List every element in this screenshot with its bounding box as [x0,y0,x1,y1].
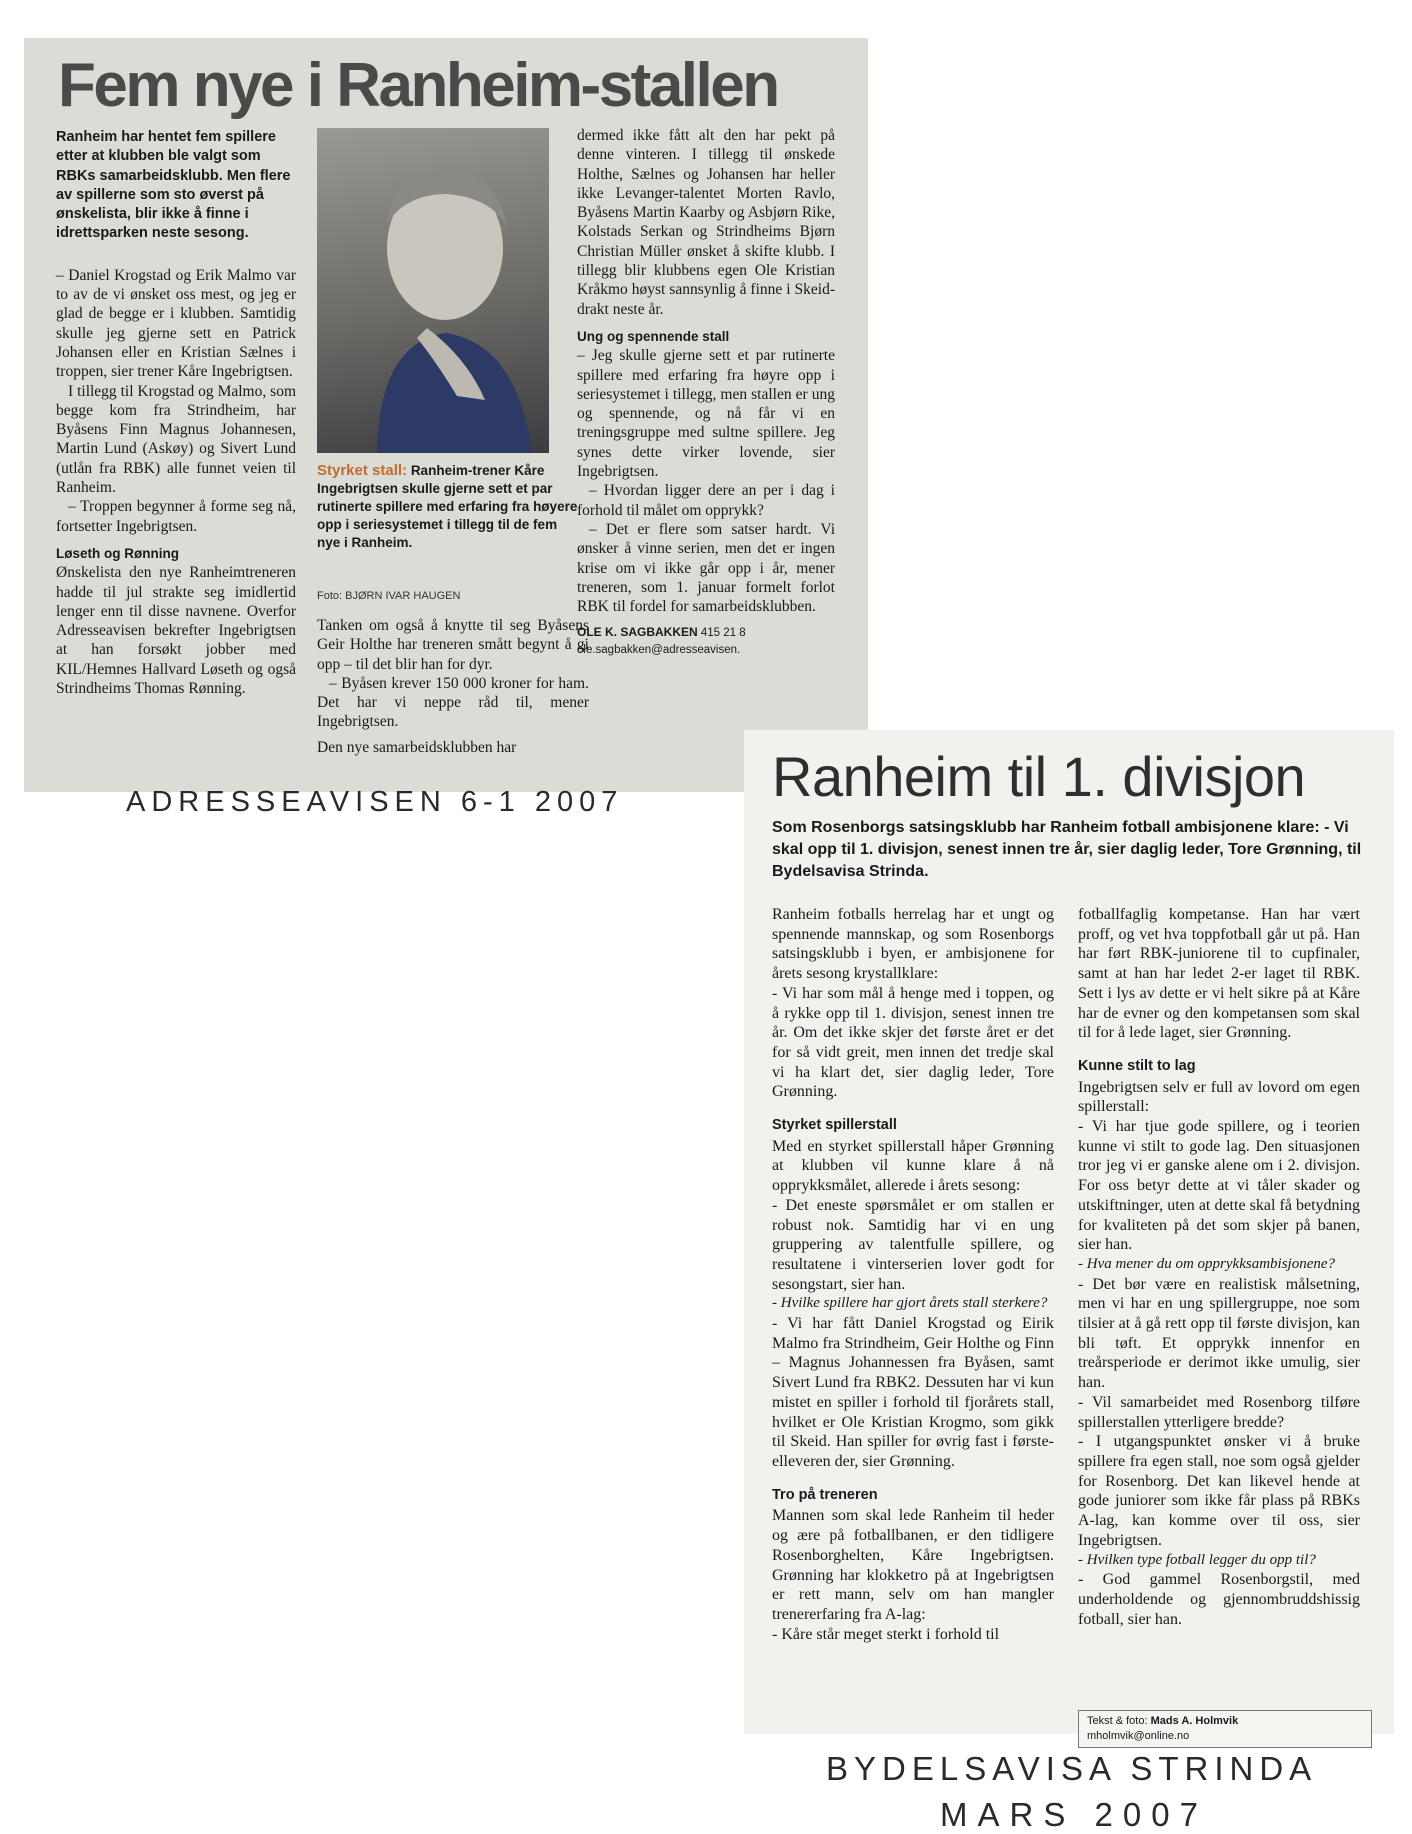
byline-name: OLE K. SAGBAKKEN [577,625,698,640]
article-column-3 [577,126,835,659]
paragraph: fotballfaglig kompetanse. Han har vært proff, og vet hva toppfotball går ut på. Han har ført RBK-juniorene til to cupfinaler, samt at han har ledet 2-er laget til RBK. Sett i lys av dette er vi helt sikre på at Kåre har de evner og den kompetansen som skal til for å lede laget, sier Grønning. [1078,906,1360,1042]
byline-email: ole.sagbakken@adresseavisen. [577,644,741,657]
bydelsavisa-clipping [744,730,1394,1742]
paragraph: Mannen som skal lede Ranheim til heder og ære på fotballbanen, er den tidligere Rosenborghelten, Kåre Ingebrigtsen. Grønning har klokketro på at Ingebrigtsen er rett mann, selv om han mangler trenererfaring fra A-lag: [772,1507,1054,1623]
article-lead: Som Rosenborgs satsingsklubb har Ranheim fotball ambisjonene klare: - Vi skal opp til 1. divisjon, senest innen tre år, sier daglig leder, Tore Grønning, til Bydelsavisa Strinda. [772,819,1362,880]
author-name: Mads A. Holmvik [1150,1715,1239,1727]
paragraph: - Vil samarbeidet med Rosenborg tilføre spillerstallen ytterligere bredde? [1078,1393,1360,1431]
article-headline: Ranheim til 1. divisjon [772,745,1306,808]
paragraph: - I utgangspunktet ønsker vi å bruke spillere fra egen stall, noe som også gjelder for Rosenborg. Det kan likevel hende at gode juniorer som ikke får plass på RBKs A-lag, kan komme over til oss, sier Ingebrigtsen. [1078,1433,1360,1549]
interview-question: - Hva mener du om opprykksambisjonene? [1078,1255,1336,1272]
paragraph: Tanken om også å knytte til seg Byåsens Geir Holthe har treneren smått begynt å gi opp – til det blir han for dyr. [317,617,589,673]
caption-label: Styrket stall: [317,462,408,479]
article-column-2 [1078,905,1360,1629]
paragraph: - Vi har tjue gode spillere, og i teorien kunne vi stilt to gode lag. Den situasjonen tror jeg vi er ganske alene om i 2. divisjon. For oss betyr dette at vi tåler skader og utskiftninger, uten at dette skal få betydning for kvaliteten på det som skjer på banen, sier han. [1078,1118,1360,1254]
handwritten-source-note: ADRESSEAVISEN 6-1 2007 [126,786,624,818]
byline-phone: 415 21 8 [700,627,746,640]
photo-caption [317,462,579,552]
interview-question: - Hvilke spillere har gjort årets stall sterkere? [772,1295,1048,1312]
paragraph: - Det eneste spørsmålet er om stallen er robust nok. Samtidig har vi en ung gruppering av talentfulle spillere, og resultatene i vinterserien lover godt for sesongstart, sier han. [772,1196,1054,1293]
paragraph: – Byåsen krever 150 000 kroner for ham. Det har vi neppe råd til, mener Ingebrigtsen. [317,674,589,731]
paragraph: - Vi har fått Daniel Krogstad og Eirik Malmo fra Strindheim, Geir Holthe og Finn – Magnus Johannessen fra Byåsen, samt Sivert Lund fra RBK2. Dessuten har vi kun mistet en spiller i forhold til fjorårets stall, hvilket er Ole Kristian Krogmo, som gikk til Skeid. Han spiller for øvrig fast i første-elleveren der, sier Grønning. [772,1315,1054,1470]
author-label: Tekst & foto: [1087,1715,1148,1727]
paragraph: - Vi har som mål å henge med i toppen, og å rykke opp til 1. divisjon, senest innen tre år. Om det ikke skjer det første året er det for så vidt greit, men innen det tredje skal vi ha klart det, sier daglig leder, Tore Grønning. [772,984,1054,1101]
handwritten-date-note: MARS 2007 [940,1796,1208,1833]
subheading: Styrket spillerstall [772,1117,897,1134]
subheading: Kunne stilt to lag [1078,1057,1196,1074]
adresseavisen-clipping [24,38,868,792]
subheading: Løseth og Rønning [56,545,179,561]
caption-text: Ranheim-trener Kåre Ingebrigtsen skulle gjerne sett et par rutinerte spillere med erfaring fra høyere opp i seriesystemet i tillegg til de fem nye i Ranheim. [317,463,578,550]
paragraph: - Kåre står meget sterkt i forhold til [772,1625,1000,1643]
paragraph: – Troppen begynner å forme seg nå, fortsetter Ingebrigtsen. [56,498,296,535]
article-lead: Ranheim har hentet fem spillere etter at klubben ble valgt som RBKs samarbeidsklubb. Men flere av spillerne som sto øverst på ønskelista, blir ikke å finne i idrettsparken neste sesong. [56,129,291,242]
paragraph: Med en styrket spillerstall håper Grønning at klubben vil kunne klare å nå opprykksmålet, allerede i årets sesong: [772,1137,1054,1195]
article-column-1 [772,905,1054,1644]
paragraph: Ranheim fotballs herrelag har et ungt og spennende mannskap, og som Rosenborgs satsingsklubb i byen, er ambisjonene for årets sesong krystallklare: [772,906,1054,983]
subheading: Tro på treneren [772,1486,878,1503]
paragraph: I tillegg til Krogstad og Malmo, som begge kom fra Strindheim, har Byåsens Finn Magnus Johannesen, Martin Lund (Askøy) og Sivert Lund (utlån fra RBK) alle funnet veien til Ranheim. [56,382,296,497]
paragraph: dermed ikke fått alt den har pekt på denne vinteren. I tillegg til ønskede Holthe, Sælnes og Johansen har heller ikke Levanger-talentet Morten Ravlo, Byåsens Martin Kaarby og Asbjørn Rike, Kolstads Serkan og Strindheims Bjørn Christian Müller ønsket å skifte klubb. I tillegg blir klubbens egen Ole Kristian Kråkmo høyst sannsynlig å finne i Skeid-drakt neste år. [577,127,835,318]
paragraph: - Det bør være en realistisk målsetning, men vi har en ung spillergruppe, noe som tilsier at å gå rett opp til første divisjon, kan bli tøft. Et opprykk innenfor en treårsperiode er derimot ikke umulig, sier han. [1078,1275,1360,1392]
paragraph: – Daniel Krogstad og Erik Malmo var to av de vi ønsket oss mest, og jeg er glad de begge er i klubben. Samtidig skulle jeg gjerne sett en Patrick Johansen eller en Kristian Sælnes i troppen, sier trener Kåre Ingebrigtsen. [56,266,296,381]
paragraph: - God gammel Rosenborgstil, med underholdende og gjennombruddshissig fotball, sier han. [1078,1571,1360,1628]
subheading: Ung og spennende stall [577,328,730,344]
handwritten-source-note: BYDELSAVISA STRINDA [826,1750,1318,1787]
article-column-1 [56,128,296,698]
interview-question: - Hvilken type fotball legger du opp til? [1078,1551,1316,1568]
paragraph: Den nye samarbeidsklubben har [317,738,517,756]
article-column-2 [317,616,589,757]
article-headline: Fem nye i Ranheim-stallen [58,51,778,120]
byline [577,624,835,659]
paragraph: – Jeg skulle gjerne sett et par rutinerte spillere med erfaring fra høyre opp i seriesystemet i tillegg, men stallen er ung og spennende, og nå får vi en treningsgruppe med sultne spillere. Jeg synes dette virker lovende, sier Ingebrigtsen. [577,347,835,481]
paragraph: – Hvordan ligger dere an per i dag i forhold til målet om opprykk? [577,482,835,519]
paragraph: – Det er flere som satser hardt. Vi ønsker å vinne serien, men det er ingen krise om vi ikke går opp i år, mener treneren, som 1. januar formelt forlot RBK til fordel for samarbeidsklubben. [577,520,835,616]
author-box [1078,1710,1372,1748]
paragraph: Ønskelista den nye Ranheimtreneren hadde til jul strakte seg imidlertid lenger enn til disse navnene. Overfor Adresseavisen bekrefter Ingebrigtsen at han forsøkt jobber med KIL/Hemnes Hallvard Løseth og også Strindheims Thomas Rønning. [56,564,296,698]
author-email: mholmvik@online.no [1087,1730,1190,1742]
photo-credit: Foto: BJØRN IVAR HAUGEN [317,590,461,602]
coach-photo [317,128,549,453]
paragraph: Ingebrigtsen selv er full av lovord om egen spillerstall: [1078,1078,1360,1116]
